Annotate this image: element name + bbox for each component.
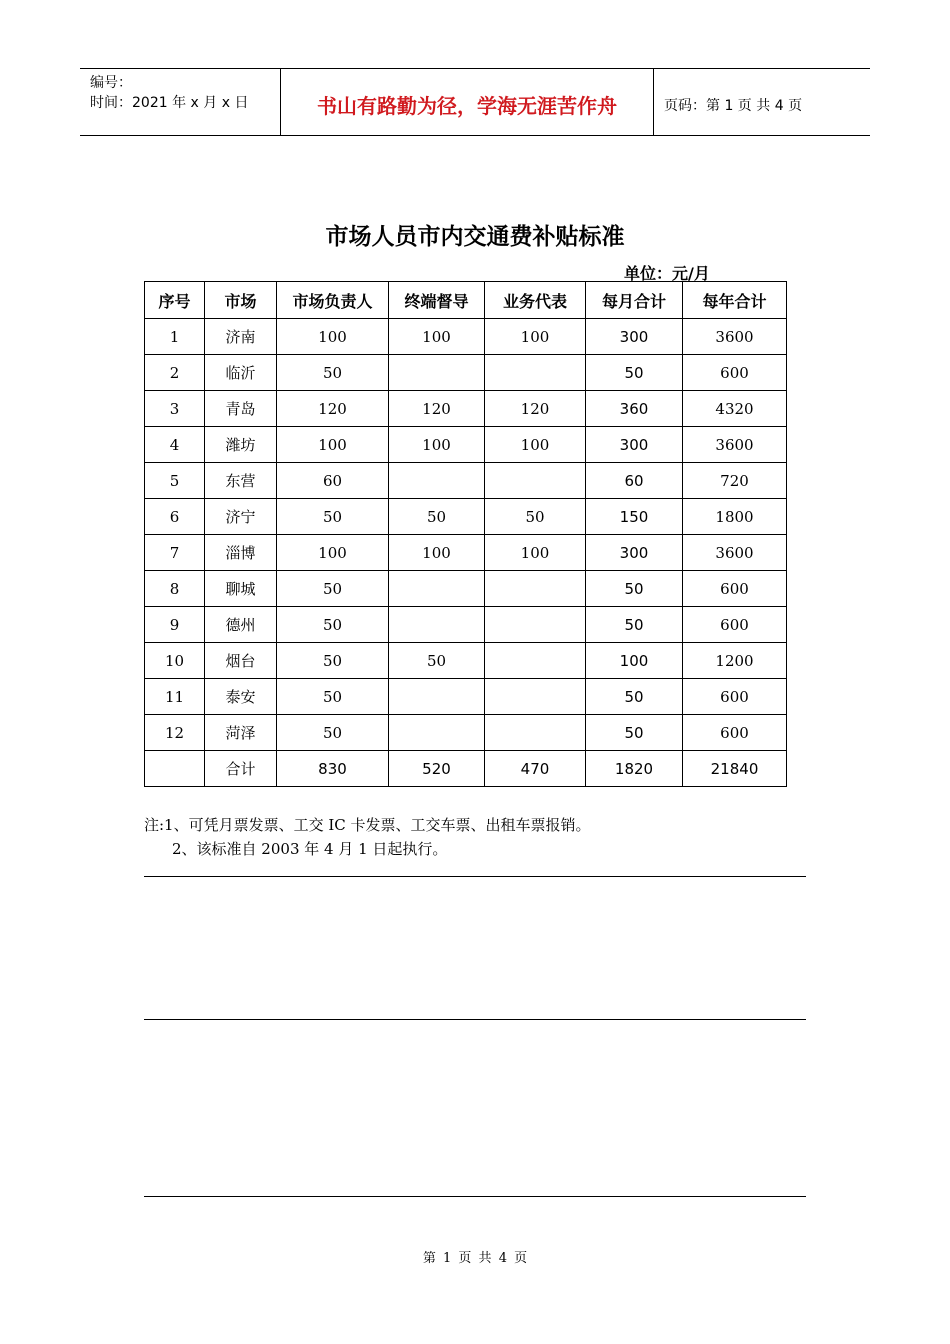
cell-monthly: 100 (586, 643, 683, 679)
cell-yearly: 720 (683, 463, 787, 499)
cell-rep (485, 679, 586, 715)
cell-supervisor: 100 (389, 535, 485, 571)
cell-market: 菏泽 (205, 715, 277, 751)
cell-monthly: 300 (586, 535, 683, 571)
cell-monthly: 50 (586, 571, 683, 607)
cell-rep: 470 (485, 751, 586, 787)
cell-market: 合计 (205, 751, 277, 787)
divider-line (144, 1196, 806, 1197)
cell-manager: 50 (277, 715, 389, 751)
cell-rep (485, 355, 586, 391)
cell-yearly: 1800 (683, 499, 787, 535)
cell-supervisor (389, 679, 485, 715)
cell-manager: 50 (277, 499, 389, 535)
column-header: 序号 (145, 282, 205, 319)
cell-no: 6 (145, 499, 205, 535)
cell-rep (485, 463, 586, 499)
date-line: 时间：2021 年 x 月 x 日 (90, 95, 249, 111)
table-header-row (145, 282, 787, 319)
cell-market: 临沂 (205, 355, 277, 391)
cell-market: 潍坊 (205, 427, 277, 463)
unit-label: 单位：元/月 (624, 264, 710, 283)
cell-no: 4 (145, 427, 205, 463)
table-total-row (145, 751, 787, 787)
cell-no: 10 (145, 643, 205, 679)
cell-yearly: 600 (683, 571, 787, 607)
column-header: 每年合计 (683, 282, 787, 319)
cell-supervisor (389, 715, 485, 751)
cell-no (145, 751, 205, 787)
table-row (145, 427, 787, 463)
cell-supervisor: 50 (389, 499, 485, 535)
cell-rep: 50 (485, 499, 586, 535)
cell-manager: 120 (277, 391, 389, 427)
cell-market: 淄博 (205, 535, 277, 571)
cell-monthly: 360 (586, 391, 683, 427)
cell-supervisor (389, 463, 485, 499)
table-row (145, 643, 787, 679)
cell-supervisor: 520 (389, 751, 485, 787)
divider-line (144, 1019, 806, 1020)
cell-yearly: 3600 (683, 319, 787, 355)
cell-no: 9 (145, 607, 205, 643)
cell-market: 德州 (205, 607, 277, 643)
cell-market: 东营 (205, 463, 277, 499)
notes (144, 813, 591, 861)
divider-line (144, 876, 806, 877)
number-label: 编号： (90, 75, 132, 91)
cell-monthly: 50 (586, 355, 683, 391)
cell-manager: 100 (277, 535, 389, 571)
cell-rep (485, 607, 586, 643)
table-row (145, 463, 787, 499)
cell-market: 济南 (205, 319, 277, 355)
document-title: 市场人员市内交通费补贴标准 (325, 224, 625, 250)
cell-monthly: 150 (586, 499, 683, 535)
cell-yearly: 600 (683, 607, 787, 643)
cell-no: 3 (145, 391, 205, 427)
note-line-1: 注:1、可凭月票发票、工交 IC 卡发票、工交车票、出租车票报销。 (144, 816, 591, 834)
table-row (145, 571, 787, 607)
cell-supervisor: 120 (389, 391, 485, 427)
table-row (145, 499, 787, 535)
cell-market: 济宁 (205, 499, 277, 535)
cell-yearly: 21840 (683, 751, 787, 787)
table-row (145, 319, 787, 355)
table-row (145, 607, 787, 643)
table-row (145, 535, 787, 571)
cell-manager: 50 (277, 679, 389, 715)
cell-yearly: 600 (683, 355, 787, 391)
table-row (145, 715, 787, 751)
cell-manager: 830 (277, 751, 389, 787)
note-line-2: 2、该标准自 2003 年 4 月 1 日起执行。 (172, 840, 448, 858)
column-header: 每月合计 (586, 282, 683, 319)
cell-yearly: 600 (683, 715, 787, 751)
cell-no: 2 (145, 355, 205, 391)
subsidy-table (144, 281, 787, 787)
page-footer: 第 1 页 共 4 页 (422, 1251, 528, 1266)
cell-rep (485, 571, 586, 607)
table-row (145, 355, 787, 391)
cell-supervisor: 100 (389, 427, 485, 463)
cell-yearly: 1200 (683, 643, 787, 679)
cell-no: 5 (145, 463, 205, 499)
cell-manager: 50 (277, 355, 389, 391)
cell-no: 8 (145, 571, 205, 607)
cell-no: 7 (145, 535, 205, 571)
cell-yearly: 3600 (683, 535, 787, 571)
table-row (145, 391, 787, 427)
header-motto: 书山有路勤为径，学海无涯苦作舟 (281, 69, 654, 135)
cell-supervisor: 50 (389, 643, 485, 679)
column-header: 市场 (205, 282, 277, 319)
page-header (80, 68, 870, 136)
cell-yearly: 4320 (683, 391, 787, 427)
cell-rep (485, 643, 586, 679)
cell-market: 青岛 (205, 391, 277, 427)
cell-yearly: 3600 (683, 427, 787, 463)
cell-monthly: 60 (586, 463, 683, 499)
cell-no: 12 (145, 715, 205, 751)
cell-monthly: 50 (586, 607, 683, 643)
cell-no: 11 (145, 679, 205, 715)
cell-rep: 120 (485, 391, 586, 427)
cell-manager: 100 (277, 427, 389, 463)
cell-supervisor (389, 607, 485, 643)
header-page-info: 页码：第 1 页 共 4 页 (664, 98, 803, 114)
cell-supervisor (389, 355, 485, 391)
header-meta (80, 69, 281, 135)
cell-market: 烟台 (205, 643, 277, 679)
cell-market: 聊城 (205, 571, 277, 607)
cell-rep (485, 715, 586, 751)
cell-monthly: 300 (586, 427, 683, 463)
cell-rep: 100 (485, 427, 586, 463)
cell-supervisor: 100 (389, 319, 485, 355)
column-header: 业务代表 (485, 282, 586, 319)
cell-monthly: 300 (586, 319, 683, 355)
cell-supervisor (389, 571, 485, 607)
table-row (145, 679, 787, 715)
cell-monthly: 50 (586, 715, 683, 751)
cell-monthly: 50 (586, 679, 683, 715)
cell-manager: 100 (277, 319, 389, 355)
cell-monthly: 1820 (586, 751, 683, 787)
cell-rep: 100 (485, 319, 586, 355)
cell-rep: 100 (485, 535, 586, 571)
cell-yearly: 600 (683, 679, 787, 715)
cell-manager: 60 (277, 463, 389, 499)
cell-market: 泰安 (205, 679, 277, 715)
cell-manager: 50 (277, 607, 389, 643)
column-header: 终端督导 (389, 282, 485, 319)
cell-no: 1 (145, 319, 205, 355)
cell-manager: 50 (277, 571, 389, 607)
column-header: 市场负责人 (277, 282, 389, 319)
cell-manager: 50 (277, 643, 389, 679)
